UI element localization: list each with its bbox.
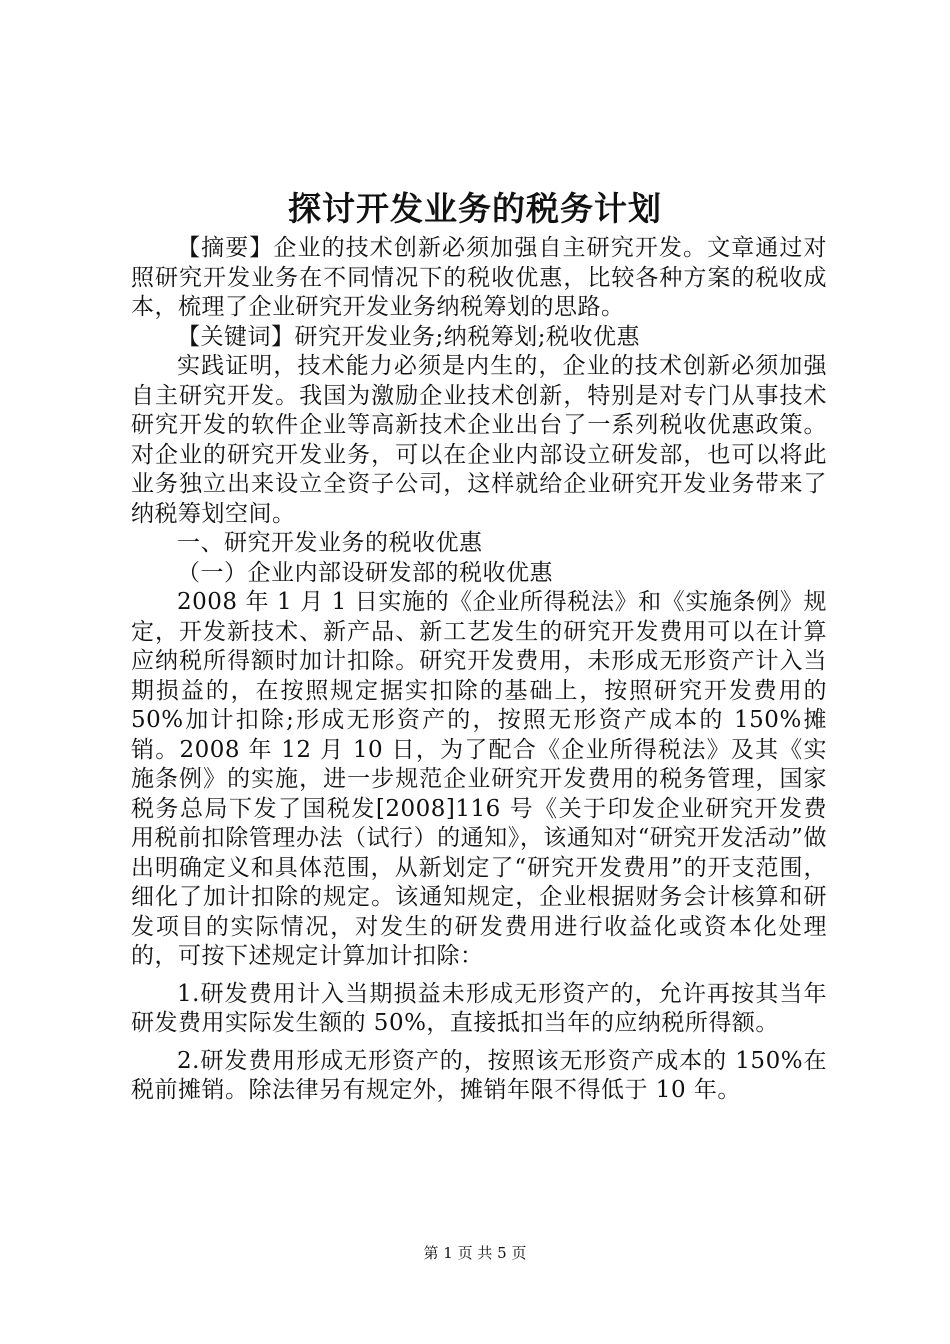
document-body bbox=[131, 234, 827, 1106]
list-item-2: 2.研发费用形成无形资产的，按照该无形资产成本的 150%在税前摊销。除法律另有规定外，摊销年限不得低于 10 年。 bbox=[131, 1047, 827, 1103]
list-item-1: 1.研发费用计入当期损益未形成无形资产的，允许再按其当年研发费用实际发生额的 50%，直接抵扣当年的应纳税所得额。 bbox=[131, 980, 827, 1036]
document-title: 探讨开发业务的税务计划 bbox=[288, 189, 662, 228]
abstract-paragraph: 【摘要】企业的技术创新必须加强自主研究开发。文章通过对照研究开发业务在不同情况下的税收优惠，比较各种方案的税收成本，梳理了企业研究开发业务纳税筹划的思路。 bbox=[131, 235, 827, 320]
keywords-paragraph: 【关键词】研究开发业务;纳税筹划;税收优惠 bbox=[177, 323, 640, 350]
section-heading: 一、研究开发业务的税收优惠 bbox=[177, 530, 483, 556]
subsection-heading: （一）企业内部设研发部的税收优惠 bbox=[177, 559, 553, 586]
body-paragraph: 2008 年 1 月 1 日实施的《企业所得税法》和《实施条例》规定，开发新技术、新产品、新工艺发生的研究开发费用可以在计算应纳税所得额时加计扣除。研究开发费用，未形成无形资产计入当期损益的，在按照规定据实扣除的基础上，按照研究开发费用的 50%加计扣除;形成无形资产的，按照无形资产成本的 150%摊销。2008 年 12 月 10 日，为了配合《企业所得税法》及其《实施条例》的实施，进一步规范企业研究开发费用的税务管理，国家税务总局下发了国税发[2008]116 号《关于印发企业研究开发费用税前扣除管理办法（试行）的通知》，该通知对“研究开发活动”做出明确定义和具体范围，从新划定了“研究开发费用”的开支范围，细化了加计扣除的规定。该通知规定，企业根据财务会计核算和研发项目的实际情况，对发生的研发费用进行收益化或资本化处理的，可按下述规定计算加计扣除： bbox=[131, 589, 827, 969]
intro-paragraph: 实践证明，技术能力必须是内生的，企业的技术创新必须加强自主研究开发。我国为激励企业技术创新，特别是对专门从事技术研究开发的软件企业等高新技术企业出台了一系列税收优惠政策。对企业的研究开发业务，可以在企业内部设立研发部，也可以将此业务独立出来设立全资子公司，这样就给企业研究开发业务带来了纳税筹划空间。 bbox=[131, 353, 827, 527]
page-footer: 第 1 页 共 5 页 bbox=[423, 1244, 527, 1262]
